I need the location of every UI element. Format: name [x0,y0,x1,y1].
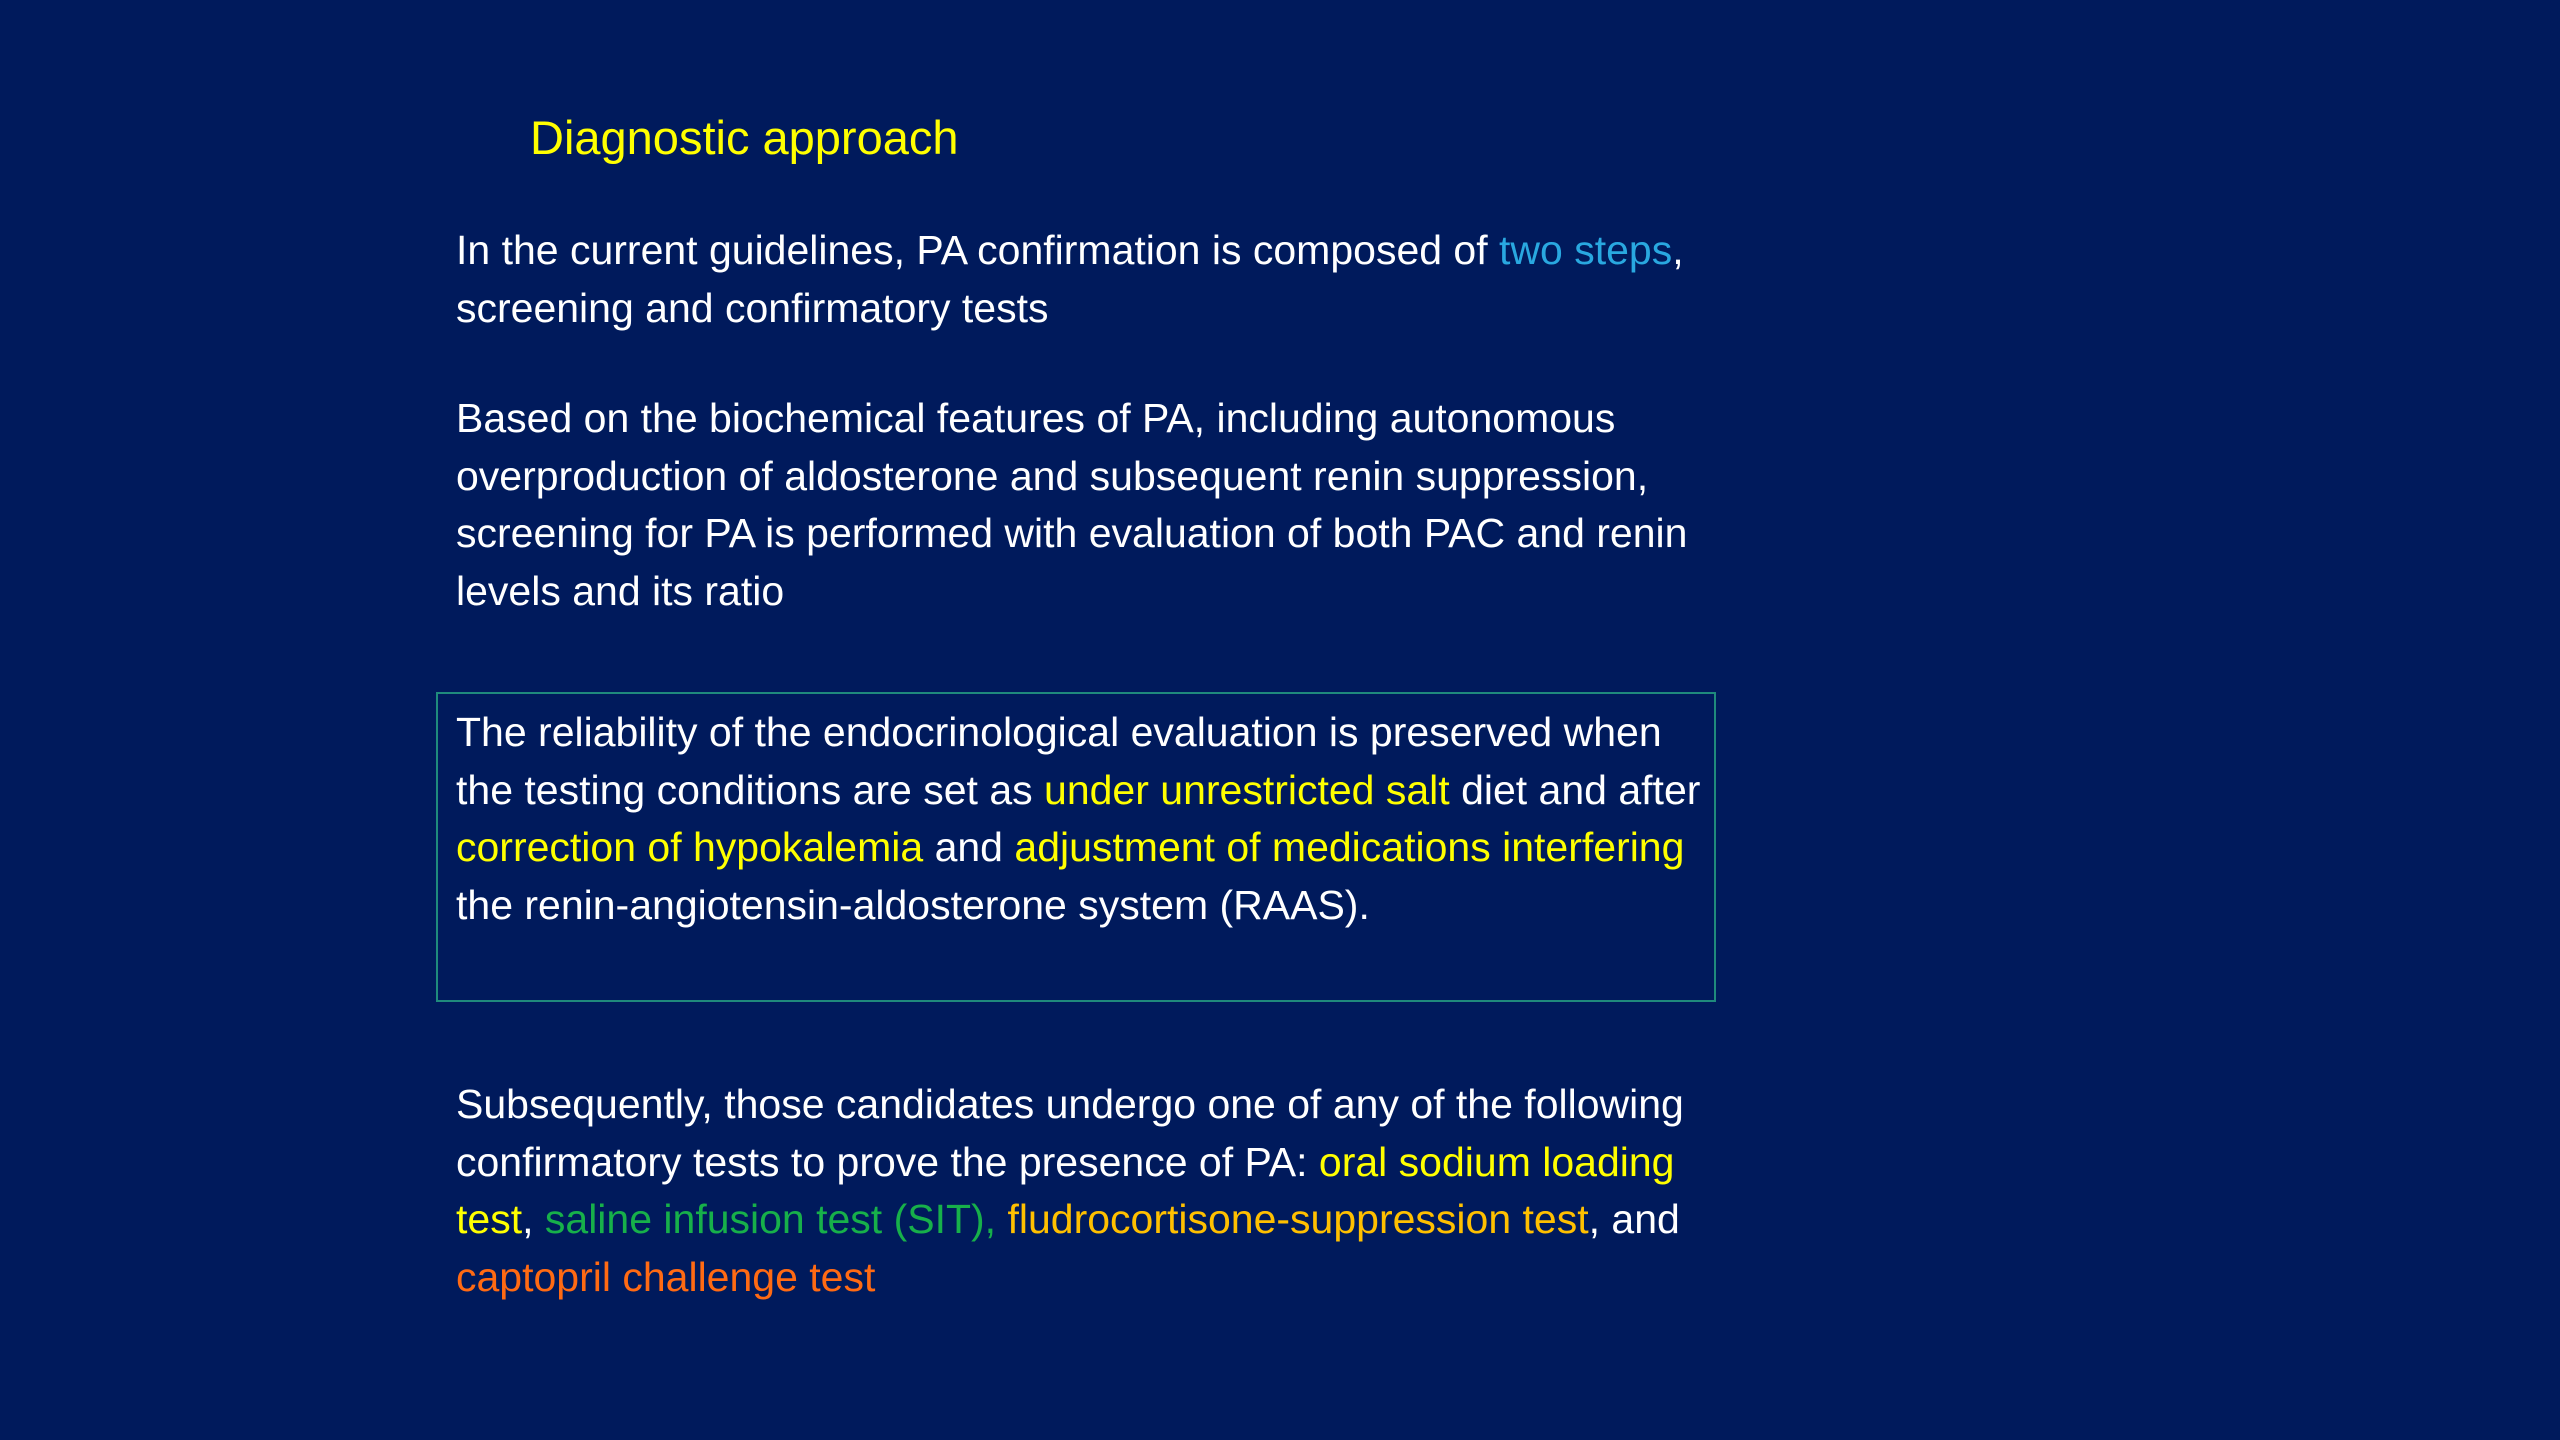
paragraph-text: and [923,824,1015,870]
paragraph-text: The reliability of the endocrinological evaluation is preserved when the testing conditions are set as [456,709,1662,813]
paragraph-text: , [522,1196,545,1242]
slide-title: Diagnostic approach [530,111,959,164]
paragraph-text: , and [1588,1196,1680,1242]
paragraph-confirmatory-tests [456,1076,1706,1306]
highlight-hypokalemia: correction of hypokalemia [456,824,924,870]
paragraph-two-steps [456,222,1706,337]
paragraph-text: In the current guidelines, PA confirmation is composed of [456,227,1500,273]
paragraph-text: the renin-angiotensin-aldosterone system (RAAS). [456,881,1370,928]
paragraph-text: Based on the biochemical features of PA, including autonomous overproduction of aldosterone and subsequent renin suppression, screening for PA is performed with evaluation of both PAC and renin levels and its ratio [456,395,1688,614]
paragraph-text: Subsequently, those candidates undergo one of any of the following confirmatory tests to prove the presence of PA: [456,1081,1684,1185]
highlight-medications: adjustment of medications interfering [1014,824,1685,870]
paragraph-text: diet and after [1449,766,1701,813]
highlight-fludrocortisone: fludrocortisone-suppression test [1007,1196,1589,1242]
paragraph-text: , screening and confirmatory tests [456,227,1684,331]
highlight-saline-infusion: saline infusion test (SIT), [544,1196,1008,1242]
highlight-two-steps: two steps [1499,227,1673,273]
paragraph-reliability [456,704,1706,934]
paragraph-screening [456,390,1706,620]
highlight-captopril: captopril challenge test [456,1253,876,1300]
highlight-unrestricted-salt: under unrestricted salt [1044,766,1450,813]
highlight-oral-sodium: oral sodium loading test [456,1138,1675,1242]
